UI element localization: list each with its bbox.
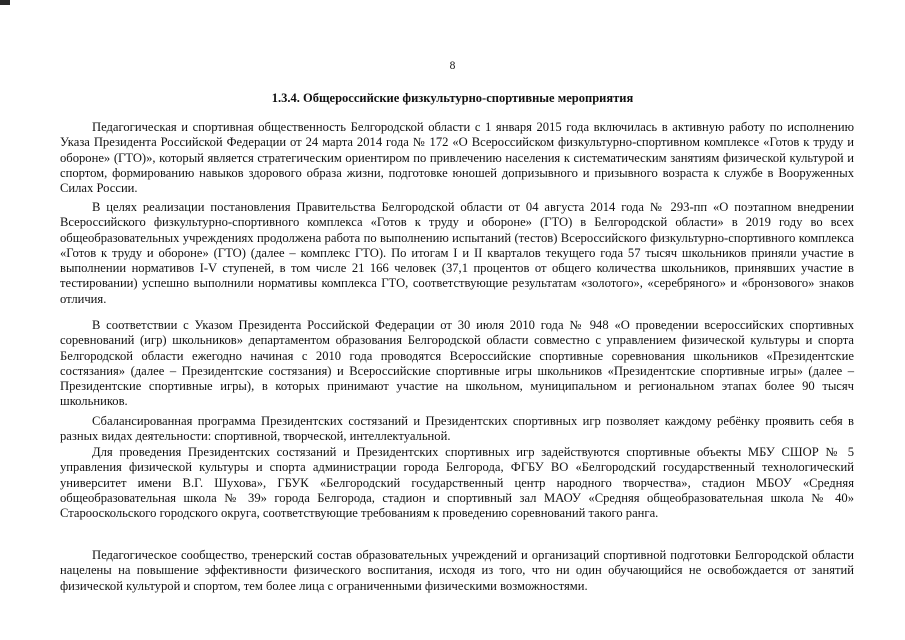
paragraph-balanced-program: Сбалансированная программа Президентских состязаний и Президентских спортивных игр позволяет каждому ребёнку проявить себя в разных видах деятельности: спортивной, творческой, интеллектуальной. <box>60 414 854 444</box>
paragraph-pedagogical-community: Педагогическое сообщество, тренерский состав образовательных учреждений и организаций спортивной подготовки Белгородской области нацелены на повышение эффективности физического воспитания, исходя из того, что ни один обучающийся не освобождается от занятий физической культурой и спортом, тем более лица с ограниченными физическими возможностями. <box>60 548 854 593</box>
paragraph-gto-implementation: В целях реализации постановления Правительства Белгородской области от 04 августа 2014 года № 293-пп «О поэтапном внедрении Всероссийского физкультурно-спортивного комплекса «Готов к труду и обороне» (ГТО) в Белгородской области» в 2019 году во всех общеобразовательных учреждениях продолжена работа по выполнению испытаний (тестов) Всероссийского физкультурно-спортивного комплекса «Готов к труду и обороне» (ГТО) (далее – комплекс ГТО). По итогам I и II кварталов текущего года 57 тысяч школьников приняли участие в выполнении нормативов I-V ступеней, в том числе 21 166 человек (37,1 процентов от общего количества школьников, принявших участие в тестировании) успешно выполнили нормативы комплекса ГТО, соответствующие результатам «золотого», «серебряного» и «бронзового» знаков отличия. <box>60 200 854 306</box>
paragraph-gto-intro: Педагогическая и спортивная общественность Белгородской области с 1 января 2015 года включилась в активную работу по исполнению Указа Президента Российской Федерации от 24 марта 2014 года № 172 «О Всероссийском физкультурно-спортивном комплексе «Готов к труду и обороне» (ГТО)», который является стратегическим ориентиром по привлечению населения к систематическим занятиям физической культурой и спортом, формированию навыков здорового образа жизни, подготовке юношей допризывного и призывного возраста к службе в Вооруженных Силах России. <box>60 120 854 196</box>
page-number: 8 <box>449 60 456 72</box>
paragraph-presidential-competitions: В соответствии с Указом Президента Российской Федерации от 30 июля 2010 года № 948 «О проведении всероссийских спортивных соревнований (игр) школьников» департаментом образования Белгородской области совместно с управлением физической культуры и спорта Белгородской области ежегодно начиная с 2010 года проводятся Всероссийские спортивные соревнования школьников «Президентские состязания» (далее – Президентские состязания) и Всероссийские спортивные игры школьников «Президентские спортивные игры» (далее – Президентские спортивные игры), в которых принимают участие на школьном, муниципальном и региональном этапах более 90 тысяч школьников. <box>60 318 854 409</box>
section-title: 1.3.4. Общероссийские физкультурно-спортивные мероприятия <box>271 91 634 105</box>
scan-corner-mark <box>0 0 10 5</box>
paragraph-sports-facilities: Для проведения Президентских состязаний и Президентских спортивных игр задействуются спортивные объекты МБУ СШОР № 5 управления физической культуры и спорта администрации города Белгорода, ФГБУ ВО «Белгородский государственный технологический университет имени В.Г. Шухова», ГБУК «Белгородский государственный центр народного творчества», стадион МБОУ «Средняя общеобразовательная школа № 39» города Белгорода, стадион и спортивный зал МАОУ «Средняя общеобразовательная школа № 40» Старооскольского городского округа, соответствующие требованиям к проведению соревнований такого ранга. <box>60 445 854 521</box>
